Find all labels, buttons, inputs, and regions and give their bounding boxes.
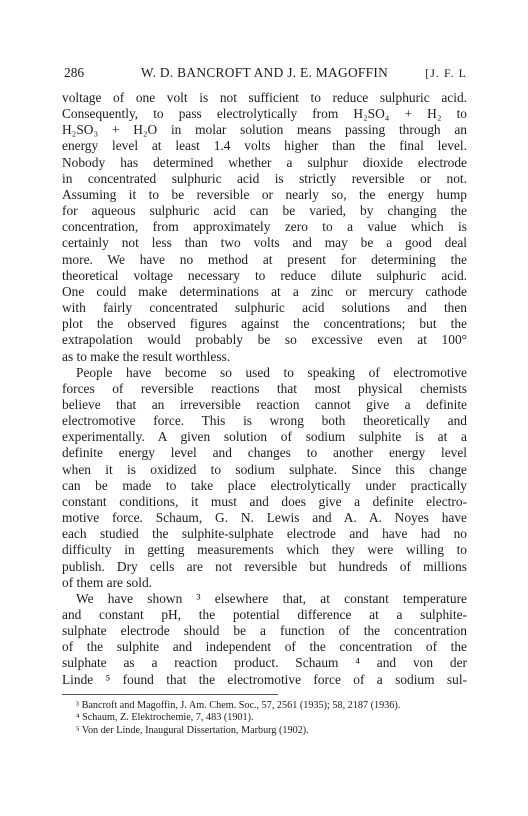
body-line: constant conditions, it must and does give a definite electro- — [62, 493, 467, 509]
footnote: ⁴ Schaum, Z. Elektrochemie, 7, 483 (1901). — [76, 712, 254, 724]
body-line: H₂SO₃ + H₂O in molar solution means passing through an — [62, 122, 467, 138]
body-line: for aqueous sulphuric acid can be varied, by changing the — [62, 203, 467, 219]
body-line: believe that an irreversible reaction cannot give a definite — [62, 396, 467, 412]
body-line: We have shown ³ elsewhere that, at constant temperature — [76, 590, 467, 606]
body-line: can be made to take place electrolytically under practically — [62, 477, 467, 493]
body-line: each studied the sulphite-sulphate electrode and have had no — [62, 526, 467, 542]
journal-reference: [J. F. L — [425, 66, 467, 80]
body-line: and constant pH, the potential difference at a sulphite- — [62, 607, 467, 622]
body-line: of the sulphite and independent of the concentration of the — [62, 639, 467, 655]
footnote: ³ Bancroft and Magoffin, J. Am. Chem. Soc., 57, 2561 (1935); 58, 2187 (1936). — [76, 699, 401, 711]
body-line: publish. Dry cells are not reversible but hundreds of millions — [62, 558, 467, 574]
body-line: theoretical voltage necessary to reduce dilute sulphuric acid. — [62, 267, 467, 283]
body-line: more. We have no method at present for determining the — [62, 251, 467, 267]
body-line: experimentally. A given solution of sodium sulphite is at a — [62, 429, 467, 445]
page-number: 286 — [64, 65, 85, 80]
page — [62, 64, 467, 738]
body-line: when it is oxidized to sodium sulphate. Since this change — [62, 461, 467, 477]
body-line: forces of reversible reactions that most physical chemists — [62, 380, 467, 396]
body-line: as to make the result worthless. — [62, 348, 231, 364]
body-line: in concentrated sulphuric acid is strictly reversible or not. — [62, 170, 467, 186]
body-line: Nobody has determined whether a sulphur dioxide electrode — [62, 154, 467, 170]
body-line: voltage of one volt is not sufficient to reduce sulphuric acid. — [62, 90, 467, 105]
body-line: electromotive force. This is wrong both theoretically and — [62, 413, 467, 429]
body-line: sulphate as a reaction product. Schaum ⁴ and von der — [62, 655, 467, 671]
footnote: ⁵ Von der Linde, Inaugural Dissertation, Marburg (1902). — [76, 724, 309, 736]
body-line: sulphate electrode should be a function of the concentration — [62, 623, 467, 639]
body-line: Linde ⁵ found that the electromotive force of a sodium sul- — [62, 671, 467, 687]
body-line: Consequently, to pass electrolytically from H₂SO₄ + H₂ to — [62, 106, 467, 122]
body-line: plot the observed figures against the concentrations; but the — [62, 316, 467, 332]
footnotes — [62, 700, 467, 738]
body-line: definite energy level and changes to another energy level — [62, 445, 467, 461]
body-line: Assuming it to be reversible or nearly so, the energy hump — [62, 186, 467, 202]
body-line: extrapolation would probably be so excessive even at 100° — [62, 332, 467, 348]
body-line: concentration, from approximately zero to a value which is — [62, 219, 467, 235]
body-line: of them are sold. — [62, 574, 152, 590]
body-line: difficulty in getting measurements which they were willing to — [62, 542, 467, 558]
running-authors: W. D. BANCROFT AND J. E. MAGOFFIN — [140, 65, 389, 80]
body-line: energy level at least 1.4 volts higher than the final level. — [62, 138, 467, 154]
body-text — [62, 90, 467, 688]
body-line: certainly not less than two volts and may be a good deal — [62, 235, 467, 251]
body-line: People have become so used to speaking of electromotive — [76, 364, 467, 380]
body-line: One could make determinations at a zinc or mercury cathode — [62, 283, 467, 299]
body-line: motive force. Schaum, G. N. Lewis and A. A. Noyes have — [62, 510, 467, 526]
body-line: with fairly concentrated sulphuric acid solutions and then — [62, 300, 467, 316]
running-header — [62, 64, 467, 82]
footnote-divider — [62, 694, 278, 695]
